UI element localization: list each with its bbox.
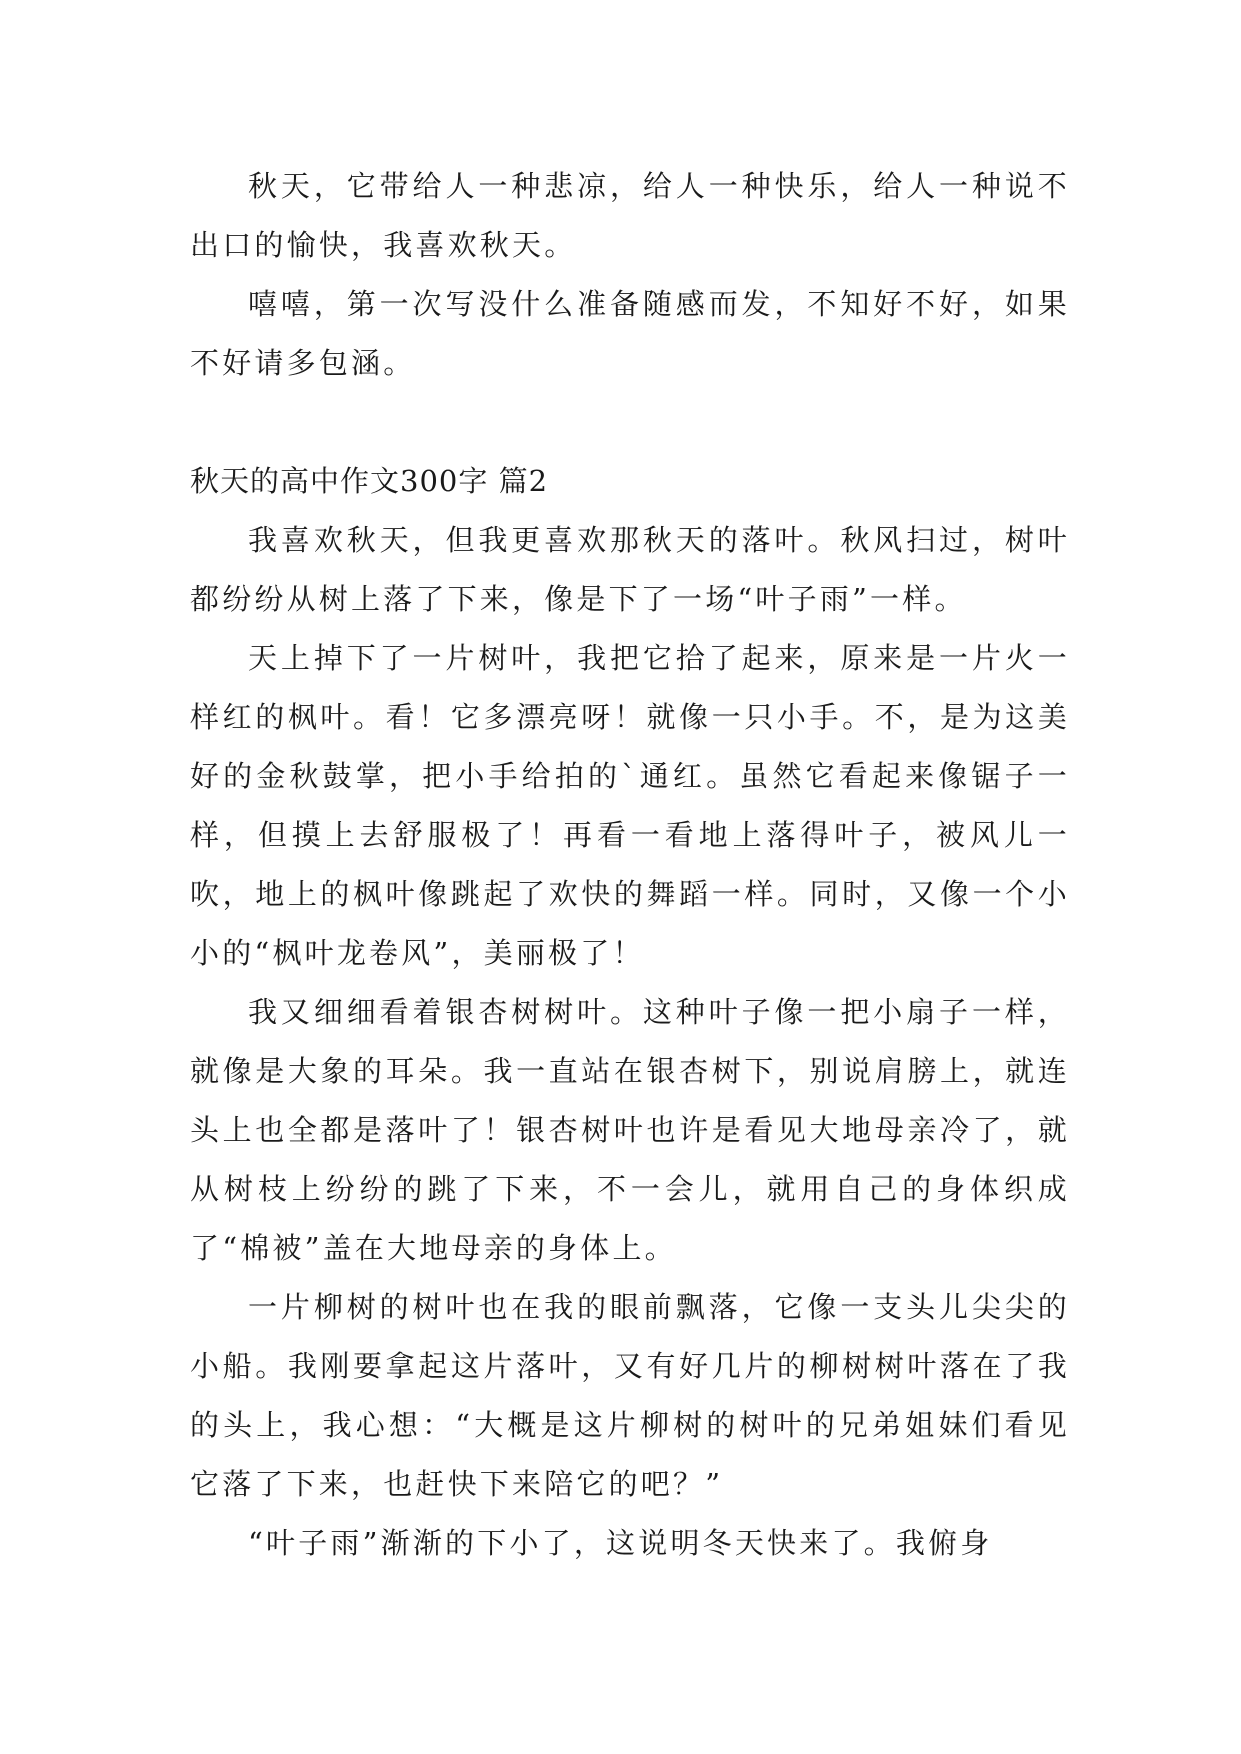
paragraph: 秋天，它带给人一种悲凉，给人一种快乐，给人一种说不出口的愉快，我喜欢秋天。 [190,169,1070,262]
paragraph: 嘻嘻，第一次写没什么准备随感而发，不知好不好，如果不好请多包涵。 [190,287,1070,380]
paragraph: “叶子雨”渐渐的下小了，这说明冬天快来了。我俯身 [248,1526,993,1560]
section-spacer [190,393,1070,452]
paragraph: 一片柳树的树叶也在我的眼前飘落，它像一支头儿尖尖的小船。我刚要拿起这片落叶，又有好几片的柳树树叶落在了我的头上，我心想：“大概是这片柳树的树叶的兄弟姐妹们看见它落了下来，也赶快下来陪它的吧？” [190,1290,1070,1501]
section-title: 秋天的高中作文300字 篇2 [190,464,549,498]
paragraph: 天上掉下了一片树叶，我把它拾了起来，原来是一片火一样红的枫叶。看！它多漂亮呀！就像一只小手。不，是为这美好的金秋鼓掌，把小手给拍的`通红。虽然它看起来像锯子一样，但摸上去舒服极了！再看一看地上落得叶子，被风儿一吹，地上的枫叶像跳起了欢快的舞蹈一样。同时，又像一个小小的“枫叶龙卷风”，美丽极了！ [190,641,1070,970]
paragraph: 我又细细看着银杏树树叶。这种叶子像一把小扇子一样，就像是大象的耳朵。我一直站在银杏树下，别说肩膀上，就连头上也全都是落叶了！银杏树叶也许是看见大地母亲冷了，就从树枝上纷纷的跳了下来，不一会儿，就用自己的身体织成了“棉被”盖在大地母亲的身体上。 [190,995,1070,1265]
document-body [190,157,1070,1573]
paragraph: 我喜欢秋天，但我更喜欢那秋天的落叶。秋风扫过，树叶都纷纷从树上落了下来，像是下了一场“叶子雨”一样。 [190,523,1070,616]
